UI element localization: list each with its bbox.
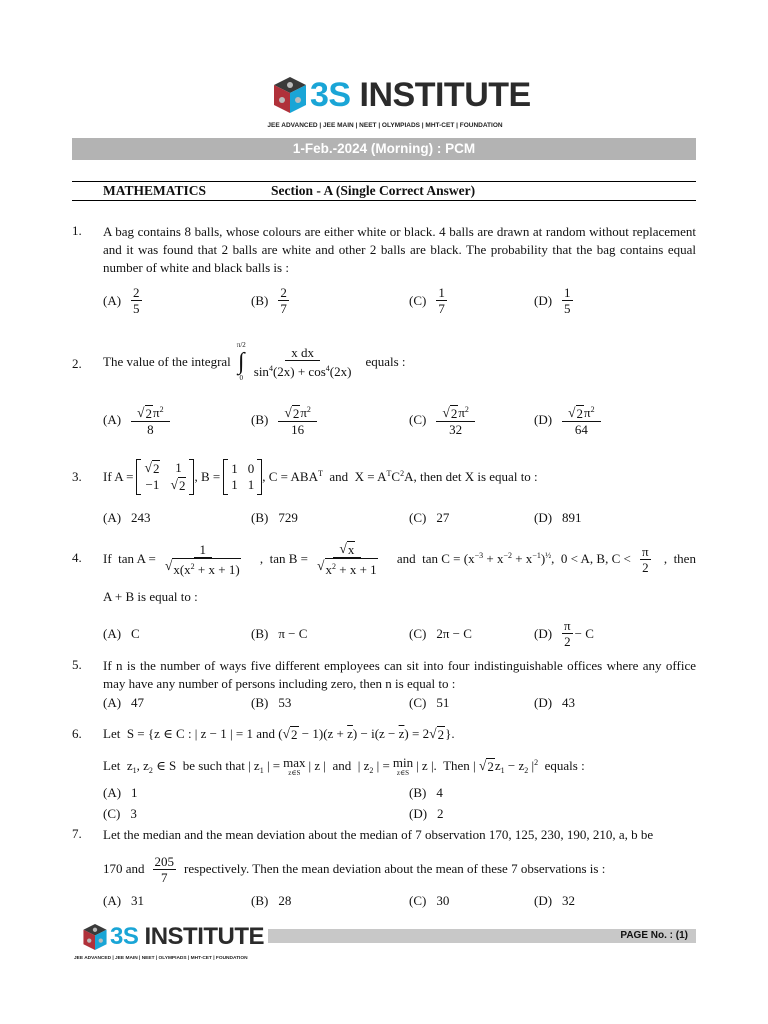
q5-option-c[interactable]: (C) 51 — [409, 695, 450, 710]
q5-option-b[interactable]: (B) 53 — [251, 695, 292, 710]
matrix-b: 1 0 1 1 — [223, 459, 262, 495]
header-logo — [272, 73, 531, 117]
q3-tail: , then det X is equal to : — [413, 469, 538, 484]
q3-number: 3. — [72, 469, 82, 484]
q2-text — [103, 336, 406, 388]
section-heading: Section - A (Single Correct Answer) — [271, 183, 476, 198]
q7-number: 7. — [72, 826, 82, 841]
section-top-rule — [72, 181, 696, 182]
footer-logo — [82, 921, 265, 953]
footer-tagline: JEE ADVANCED | JEE MAIN | NEET | OLYMPIADS | MHT-CET | FOUNDATION — [74, 956, 248, 961]
exam-banner: 1-Feb.-2024 (Morning) : PCM — [72, 138, 696, 160]
q1-option-c[interactable]: (C) $\frac{1}{7}$ — [409, 285, 445, 316]
q1-option-a[interactable]: (A) $\frac{2}{5}$ — [103, 285, 140, 316]
logo-text-3s: 3S — [310, 76, 351, 114]
q4-option-d[interactable]: (D) $\frac{\pi}{2}$ − C — [534, 618, 594, 649]
integral-sign-icon: ∫ — [237, 349, 245, 375]
cube-logo-icon — [82, 922, 108, 952]
q5-option-a[interactable]: (A) 47 — [103, 695, 145, 710]
q2-option-b[interactable]: (B) √ 2 $\pi^2$ 16 — [251, 402, 317, 437]
header-tagline: JEE ADVANCED | JEE MAIN | NEET | OLYMPIADS | MHT-CET | FOUNDATION — [267, 122, 503, 129]
q6-number: 6. — [72, 726, 82, 741]
cube-logo-icon — [272, 75, 308, 115]
q7-frac-den: 7 — [161, 869, 168, 885]
q3-options — [103, 510, 696, 528]
q2-integrand — [248, 345, 358, 379]
q1-option-d[interactable]: (D) $\frac{1}{5}$ — [534, 285, 571, 316]
q7-line1: Let the median and the mean deviation about the median of 7 observation 170, 125, 230, 190, 210, a, b be — [103, 827, 654, 842]
q5-number: 5. — [72, 657, 82, 672]
q7-pre2: 170 and — [103, 861, 145, 876]
q2-option-a[interactable]: (A) √ 2 $\pi^2$ 8 — [103, 402, 170, 437]
q2-integrand-den: $\sin^4(2x) + \cos^4(2x)$ — [253, 364, 352, 379]
q7-post2: respectively. Then the mean deviation about the mean of these 7 observations is : — [184, 861, 606, 876]
q4-option-b[interactable]: (B) π − C — [251, 626, 308, 641]
q3-option-b[interactable]: (B) 729 — [251, 510, 298, 525]
q4-option-c[interactable]: (C) 2π − C — [409, 626, 472, 641]
q4-option-a[interactable]: (A) C — [103, 626, 140, 641]
q6-line1: Let S = {z ∈ C : | z − 1 | = 1 and ( √ 2 − $1)(z + \overline{z}) - i(z - \overline{z}) = 2$ √ 2 }. — [103, 725, 455, 742]
q5-text: If n is the number of ways five different employees can sit into four indistinguishable offices where any office may have any number of persons including zero, then n is equal to : — [103, 658, 696, 691]
footer-logo-institute: INSTITUTE — [138, 923, 265, 950]
q3-option-a[interactable]: (A) 243 — [103, 510, 151, 525]
q5-options — [103, 695, 696, 713]
matrix-a: √ 2 1 −1 √ 2 — [136, 459, 194, 495]
q7-frac-num: 205 — [154, 853, 175, 869]
q4-line2: A + B is equal to : — [103, 589, 198, 604]
q6-options — [103, 785, 696, 825]
q4-number: 4. — [72, 550, 82, 565]
q2-option-d[interactable]: (D) √ 2 $\pi^2$ 64 — [534, 402, 601, 437]
q2-upper-limit: π/2 — [236, 341, 246, 349]
q6-option-d[interactable]: (D) 2 — [409, 806, 444, 821]
page-number: PAGE No. : (1) — [620, 930, 688, 941]
q2-post: equals : — [365, 354, 406, 369]
q3-option-d[interactable]: (D) 891 — [534, 510, 582, 525]
q7-option-b[interactable]: (B) 28 — [251, 893, 292, 908]
q5-option-d[interactable]: (D) 43 — [534, 695, 576, 710]
q6-option-c[interactable]: (C) 3 — [103, 806, 137, 821]
q1-number: 1. — [72, 223, 82, 238]
q4-text: If tan A = 1 √ $x(x^2 + x + 1)$ , tan B = √ x √ $x^2 + x + 1$ and $\tan C = (x^{-3} + x^{-2} + x^{-1})^{\frac{1}{2}}$, 0 < A, B, C < $\frac{\pi}{2}$ , then — [103, 541, 696, 577]
q2-integrand-num: x dx — [285, 345, 320, 361]
q2-number: 2. — [72, 356, 82, 371]
q6-option-a[interactable]: (A) 1 — [103, 785, 138, 800]
q1-options — [103, 285, 696, 325]
q2-options — [103, 402, 696, 442]
subject-heading: MATHEMATICS — [103, 183, 207, 198]
q7-option-a[interactable]: (A) 31 — [103, 893, 145, 908]
footer-logo-3s: 3S — [110, 923, 139, 950]
q3-option-c[interactable]: (C) 27 — [409, 510, 450, 525]
q7-option-d[interactable]: (D) 32 — [534, 893, 576, 908]
q7-line2 — [103, 850, 605, 888]
q2-lower-limit: 0 — [239, 374, 244, 382]
q1-option-b[interactable]: (B) $\frac{2}{7}$ — [251, 285, 287, 316]
q2-option-c[interactable]: (C) √ 2 $\pi^2$ 32 — [409, 402, 475, 437]
q6-option-b[interactable]: (B) 4 — [409, 785, 443, 800]
q7-options — [103, 893, 696, 911]
q2-pre: The value of the integral — [103, 354, 231, 369]
q7-option-c[interactable]: (C) 30 — [409, 893, 450, 908]
page-number-bar — [268, 929, 696, 943]
q4-options — [103, 618, 696, 652]
logo-text-institute: INSTITUTE — [350, 76, 531, 114]
section-bottom-rule — [72, 200, 696, 201]
q6-line2: Let $z_1$, $z_2$ ∈ S be such that | $z_1$ | = max z∈S | z | and | $z_2$ | = min z∈S | z |. Then | √ 2 $z_1 - z_2$ $|^2$ equals : — [103, 754, 585, 777]
q1-text: A bag contains 8 balls, whose colours are either white or black. 4 balls are drawn at random without replacement and it was found that 2 balls are white and other 2 balls are black. The probability that the bag contains equal number of white and black balls is : — [103, 224, 696, 275]
q3-text: If A = √ 2 1 −1 √ 2 , B = 1 0 1 1 , $C = ABA^T$ and $X = A^TC^2A$ , then det X is equal to : — [103, 460, 538, 493]
